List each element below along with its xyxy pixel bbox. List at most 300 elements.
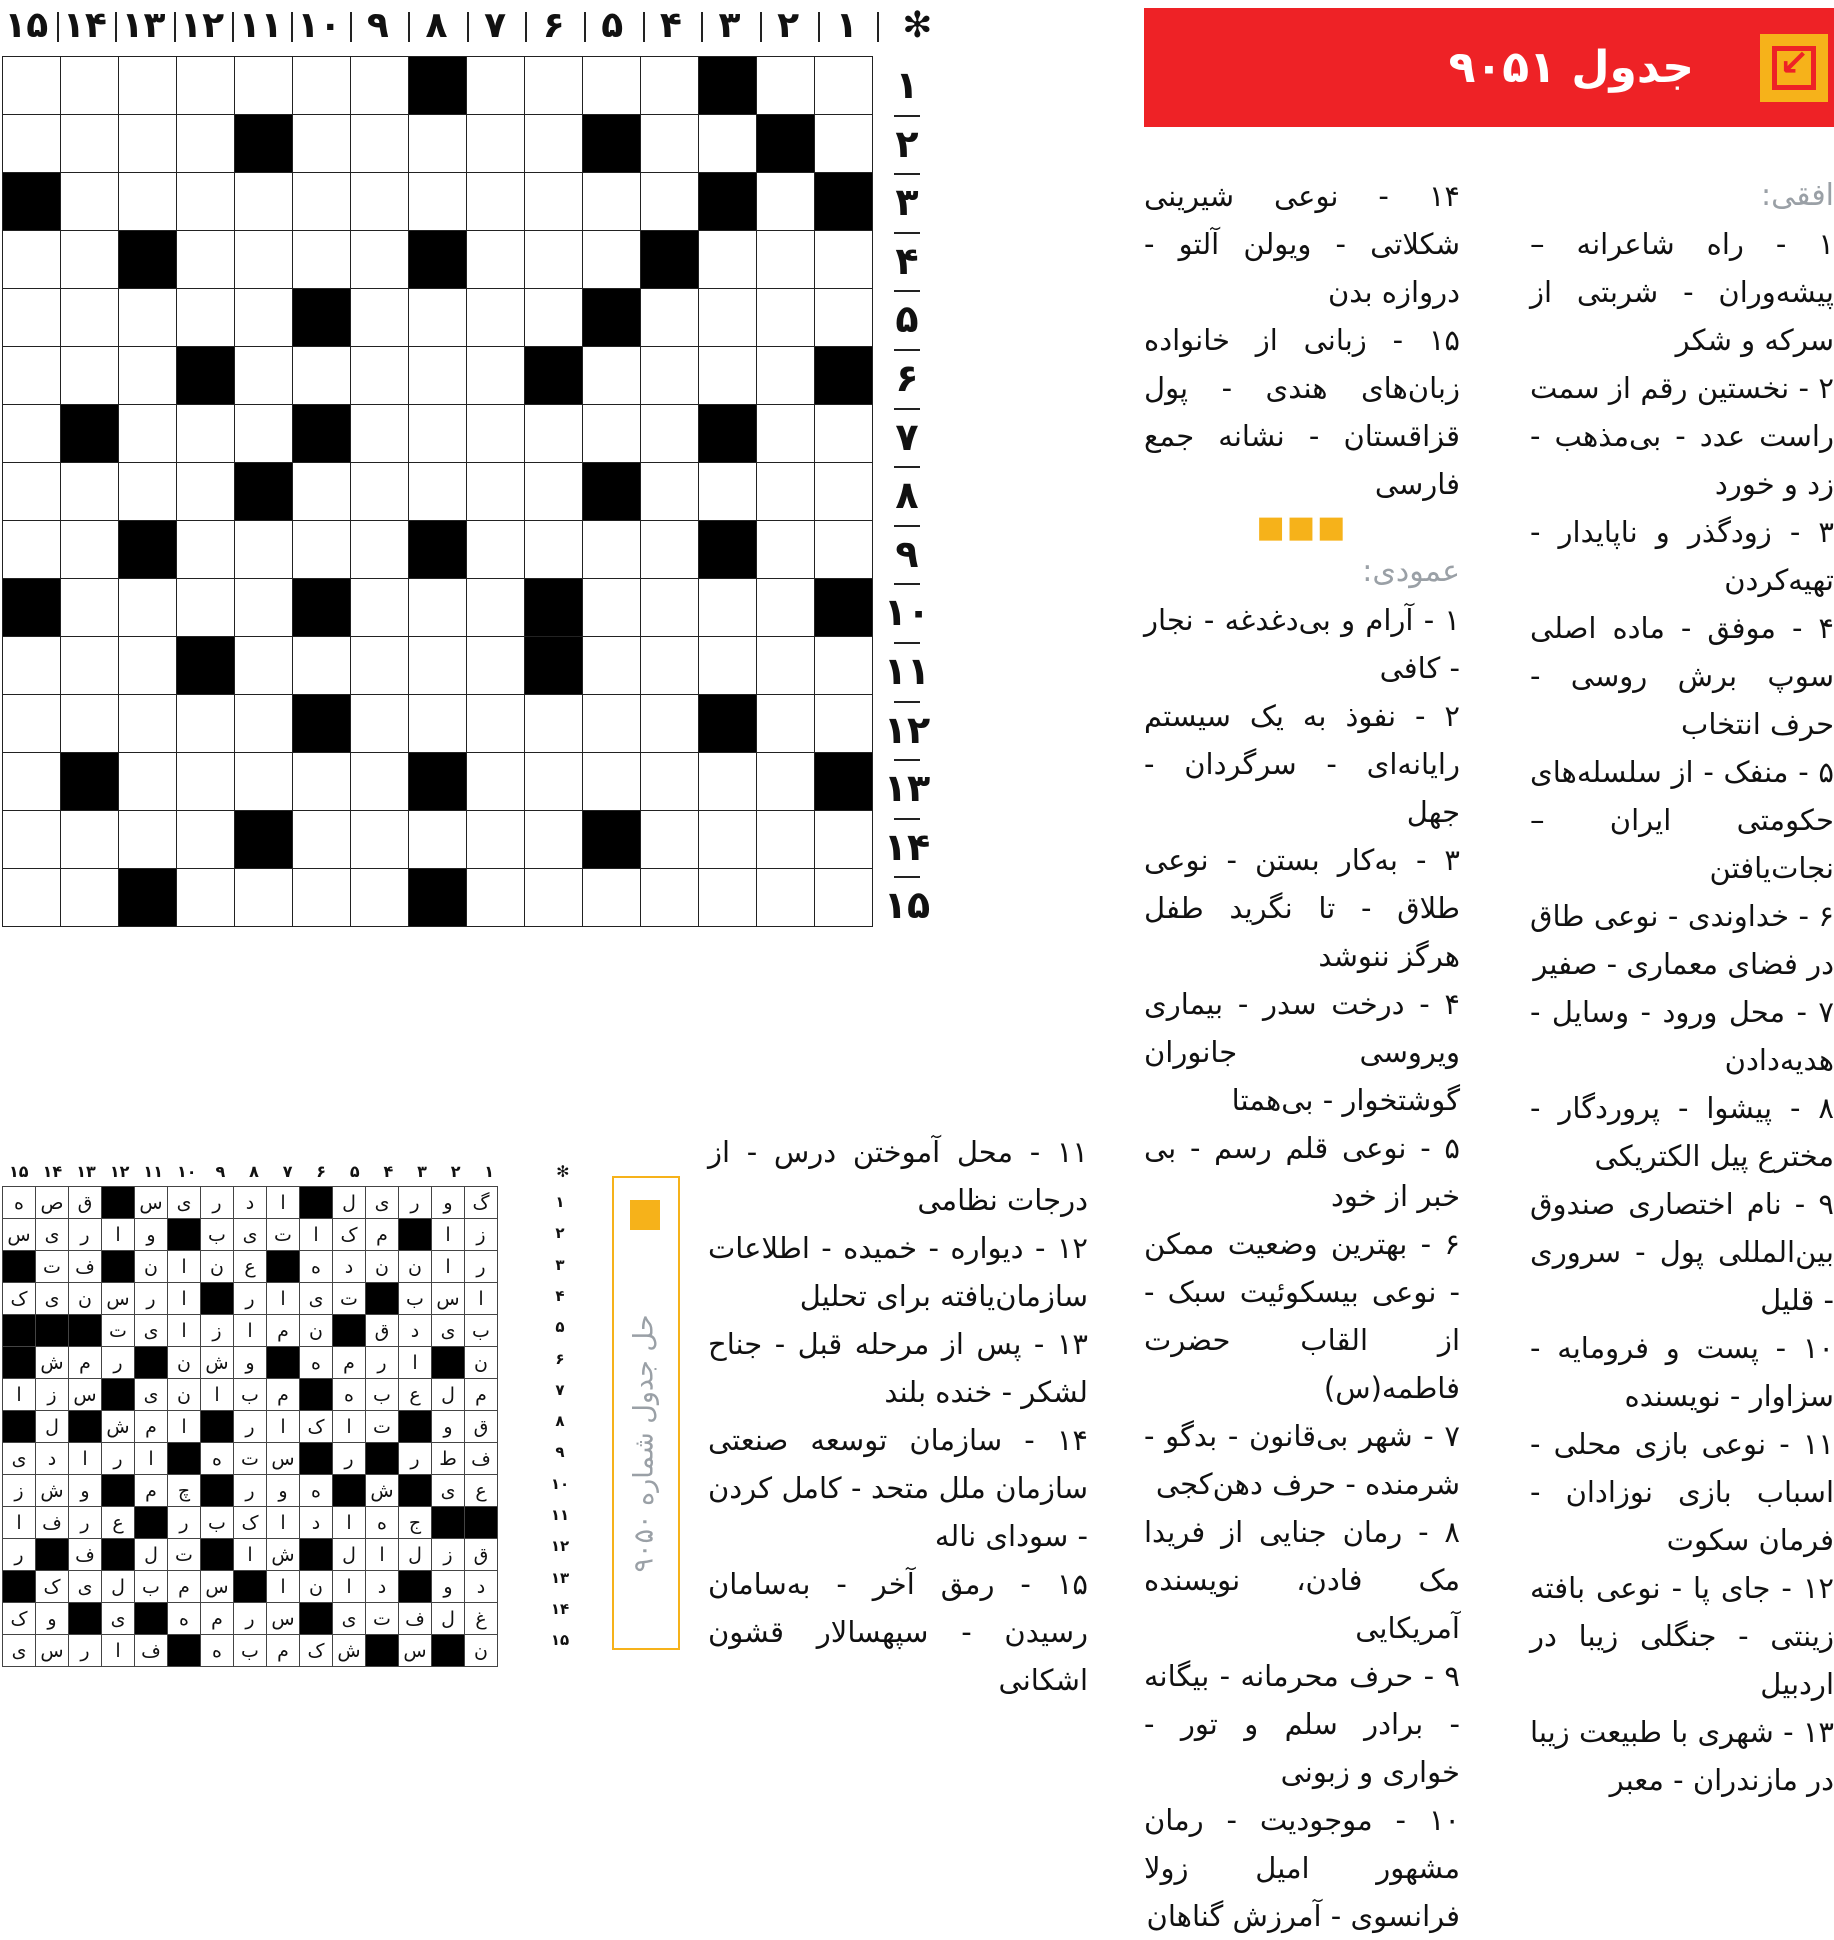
solution-cell: ت [234, 1443, 267, 1475]
solution-cell: ا [102, 1635, 135, 1667]
solution-cell: ن [399, 1251, 432, 1283]
grid-cell[interactable] [641, 463, 699, 521]
grid-cell[interactable] [3, 463, 61, 521]
solution-row-number: ۵ [555, 1318, 565, 1337]
grid-cell[interactable] [177, 521, 235, 579]
grid-cell[interactable] [409, 463, 467, 521]
solution-cell: ن [135, 1251, 168, 1283]
solution-corner-mark: ✻ [556, 1162, 570, 1181]
grid-cell[interactable] [119, 637, 177, 695]
brand-logo-icon [630, 1200, 660, 1230]
grid-cell[interactable] [293, 521, 351, 579]
solution-cell: ر [168, 1507, 201, 1539]
solution-block [300, 1603, 333, 1635]
solution-cell: ی [69, 1571, 102, 1603]
grid-cell[interactable] [177, 115, 235, 173]
solution-cell: ش [366, 1475, 399, 1507]
row-number: ۱۴ [883, 824, 931, 869]
column-separator [525, 12, 527, 42]
grid-cell[interactable] [467, 579, 525, 637]
solution-column-number: ۱۳ [76, 1162, 96, 1181]
column-separator [57, 12, 59, 42]
solution-cell: م [168, 1571, 201, 1603]
grid-cell[interactable] [699, 637, 757, 695]
grid-cell[interactable] [61, 115, 119, 173]
grid-cell[interactable] [525, 521, 583, 579]
grid-cell[interactable] [409, 579, 467, 637]
grid-cell[interactable] [119, 811, 177, 869]
grid-cell[interactable] [293, 57, 351, 115]
grid-cell[interactable] [467, 57, 525, 115]
grid-cell[interactable] [467, 289, 525, 347]
grid-cell[interactable] [641, 753, 699, 811]
solution-block [267, 1251, 300, 1283]
grid-cell[interactable] [583, 347, 641, 405]
grid-cell[interactable] [235, 753, 293, 811]
grid-cell[interactable] [641, 521, 699, 579]
grid-cell[interactable] [525, 289, 583, 347]
grid-cell[interactable] [177, 753, 235, 811]
grid-cell[interactable] [757, 695, 815, 753]
grid-cell[interactable] [119, 289, 177, 347]
grid-cell[interactable] [641, 405, 699, 463]
grid-cell[interactable] [815, 695, 873, 753]
clue-down-3: ۳ - به‌کار بستن - نوعی طلاق - تا نگرید طفل هرگز ننوشد [1144, 843, 1460, 973]
solution-cell: س [69, 1379, 102, 1411]
solution-cell: ن [300, 1571, 333, 1603]
grid-cell[interactable] [351, 695, 409, 753]
grid-cell[interactable] [177, 811, 235, 869]
solution-block [465, 1507, 498, 1539]
grid-cell[interactable] [61, 57, 119, 115]
grid-cell[interactable] [3, 753, 61, 811]
grid-cell[interactable] [815, 869, 873, 927]
grid-cell[interactable] [641, 869, 699, 927]
solution-cell: ز [465, 1219, 498, 1251]
clue-down-14: ۱۴ - سازمان توسعه صنعتی سازمان ملل متحد - کامل کردن - سودای ناله [708, 1423, 1088, 1553]
grid-cell[interactable] [525, 115, 583, 173]
grid-cell[interactable] [583, 521, 641, 579]
grid-cell[interactable] [583, 869, 641, 927]
grid-cell[interactable] [699, 869, 757, 927]
grid-cell[interactable] [757, 57, 815, 115]
row-number: ۲ [895, 121, 919, 166]
grid-cell[interactable] [815, 405, 873, 463]
crossword-grid [2, 56, 873, 927]
grid-cell[interactable] [583, 231, 641, 289]
solution-cell: ا [267, 1187, 300, 1219]
solution-cell: ک [234, 1507, 267, 1539]
row-number: ۱ [895, 63, 919, 107]
grid-cell[interactable] [61, 811, 119, 869]
grid-cell[interactable] [235, 347, 293, 405]
grid-cell[interactable] [351, 405, 409, 463]
grid-cell[interactable] [61, 463, 119, 521]
grid-cell[interactable] [119, 173, 177, 231]
grid-cell[interactable] [119, 695, 177, 753]
grid-cell[interactable] [235, 521, 293, 579]
grid-cell[interactable] [3, 231, 61, 289]
grid-cell[interactable] [467, 347, 525, 405]
puzzle-header [1144, 8, 1834, 127]
grid-block [815, 753, 873, 811]
grid-block [409, 753, 467, 811]
grid-cell[interactable] [351, 173, 409, 231]
grid-cell[interactable] [119, 115, 177, 173]
solution-cell: ش [201, 1347, 234, 1379]
grid-cell[interactable] [409, 695, 467, 753]
grid-cell[interactable] [409, 289, 467, 347]
grid-cell[interactable] [235, 57, 293, 115]
solution-block [3, 1571, 36, 1603]
solution-cell: ه [300, 1475, 333, 1507]
solution-row-number: ۱۰ [550, 1474, 570, 1493]
grid-cell[interactable] [641, 695, 699, 753]
grid-cell[interactable] [351, 231, 409, 289]
grid-cell[interactable] [757, 405, 815, 463]
solution-cell: م [465, 1379, 498, 1411]
solution-cell: ل [36, 1411, 69, 1443]
grid-cell[interactable] [757, 811, 815, 869]
solution-cell: ر [234, 1603, 267, 1635]
grid-cell[interactable] [467, 695, 525, 753]
grid-cell[interactable] [61, 869, 119, 927]
grid-block [235, 811, 293, 869]
brand-logo-icon [1760, 34, 1828, 102]
grid-cell[interactable] [525, 753, 583, 811]
grid-cell[interactable] [3, 637, 61, 695]
grid-cell[interactable] [119, 405, 177, 463]
grid-block [757, 115, 815, 173]
grid-cell[interactable] [757, 637, 815, 695]
solution-block [36, 1315, 69, 1347]
clue-across-6: ۶ - خداوندی - نوعی طاق در فضای معماری - صفیر [1530, 899, 1834, 981]
grid-cell[interactable] [699, 115, 757, 173]
grid-cell[interactable] [61, 231, 119, 289]
solution-cell: ت [333, 1283, 366, 1315]
grid-cell[interactable] [293, 463, 351, 521]
solution-cell: ک [300, 1635, 333, 1667]
grid-cell[interactable] [235, 695, 293, 753]
solution-cell: د [366, 1571, 399, 1603]
grid-cell[interactable] [351, 57, 409, 115]
row-number: ۳ [895, 180, 919, 225]
grid-cell[interactable] [351, 289, 409, 347]
grid-cell[interactable] [467, 869, 525, 927]
solution-cell: ج [399, 1507, 432, 1539]
grid-cell[interactable] [467, 753, 525, 811]
grid-cell[interactable] [177, 231, 235, 289]
solution-cell: ا [201, 1379, 234, 1411]
solution-cell: ا [432, 1251, 465, 1283]
solution-cell: ز [3, 1475, 36, 1507]
solution-block [102, 1379, 135, 1411]
solution-cell: و [69, 1475, 102, 1507]
solution-cell: و [432, 1571, 465, 1603]
solution-cell: س [432, 1283, 465, 1315]
solution-cell: ه [3, 1187, 36, 1219]
grid-cell[interactable] [351, 463, 409, 521]
grid-cell[interactable] [815, 289, 873, 347]
solution-cell: ل [432, 1379, 465, 1411]
grid-cell[interactable] [351, 753, 409, 811]
solution-cell: ا [69, 1443, 102, 1475]
grid-cell[interactable] [467, 115, 525, 173]
grid-cell[interactable] [641, 289, 699, 347]
grid-block [583, 463, 641, 521]
grid-cell[interactable] [119, 753, 177, 811]
grid-block [583, 811, 641, 869]
grid-cell[interactable] [351, 579, 409, 637]
grid-cell[interactable] [61, 289, 119, 347]
grid-cell[interactable] [3, 521, 61, 579]
grid-cell[interactable] [351, 637, 409, 695]
grid-cell[interactable] [583, 57, 641, 115]
grid-cell[interactable] [61, 579, 119, 637]
grid-cell[interactable] [583, 695, 641, 753]
grid-cell[interactable] [815, 115, 873, 173]
grid-cell[interactable] [641, 57, 699, 115]
grid-cell[interactable] [641, 579, 699, 637]
solution-block [3, 1315, 36, 1347]
grid-cell[interactable] [641, 173, 699, 231]
column-number: ۸ [425, 5, 448, 46]
solution-cell: س [135, 1187, 168, 1219]
grid-cell[interactable] [525, 173, 583, 231]
solution-block [69, 1411, 102, 1443]
grid-cell[interactable] [3, 695, 61, 753]
grid-cell[interactable] [757, 231, 815, 289]
grid-cell[interactable] [409, 347, 467, 405]
grid-block [699, 695, 757, 753]
grid-cell[interactable] [119, 57, 177, 115]
grid-cell[interactable] [815, 57, 873, 115]
solution-cell: ی [3, 1443, 36, 1475]
grid-cell[interactable] [235, 405, 293, 463]
solution-block [399, 1475, 432, 1507]
solution-block [168, 1219, 201, 1251]
solution-column-number: ۱۵ [9, 1162, 29, 1181]
grid-cell[interactable] [293, 869, 351, 927]
grid-cell[interactable] [699, 579, 757, 637]
solution-cell: ف [465, 1443, 498, 1475]
grid-cell[interactable] [293, 753, 351, 811]
solution-cell: س [267, 1443, 300, 1475]
grid-cell[interactable] [177, 579, 235, 637]
grid-cell[interactable] [177, 405, 235, 463]
grid-cell[interactable] [293, 347, 351, 405]
grid-cell[interactable] [641, 115, 699, 173]
clue-across-14: ۱۴ - نوعی شیرینی شکلاتی - ویولن آلتو - دروازه بدن [1144, 179, 1460, 309]
grid-cell[interactable] [177, 695, 235, 753]
solution-block [333, 1475, 366, 1507]
grid-cell[interactable] [525, 57, 583, 115]
solution-cell: د [465, 1571, 498, 1603]
grid-cell[interactable] [177, 463, 235, 521]
grid-cell[interactable] [351, 521, 409, 579]
solution-cell: ل [333, 1187, 366, 1219]
grid-cell[interactable] [61, 521, 119, 579]
solution-cell: س [102, 1283, 135, 1315]
grid-cell[interactable] [351, 347, 409, 405]
solution-cell: م [267, 1635, 300, 1667]
grid-block [177, 637, 235, 695]
grid-cell[interactable] [119, 347, 177, 405]
solution-cell: ر [366, 1347, 399, 1379]
solution-cell: ن [465, 1635, 498, 1667]
grid-cell[interactable] [467, 173, 525, 231]
grid-cell[interactable] [293, 637, 351, 695]
clue-down-11: ۱۱ - محل آموختن درس - از درجات نظامی [708, 1135, 1088, 1217]
grid-cell[interactable] [235, 231, 293, 289]
grid-cell[interactable] [815, 521, 873, 579]
grid-cell[interactable] [757, 347, 815, 405]
solution-cell: ب [234, 1635, 267, 1667]
grid-cell[interactable] [235, 579, 293, 637]
grid-cell[interactable] [641, 347, 699, 405]
grid-cell[interactable] [583, 173, 641, 231]
grid-block [61, 753, 119, 811]
grid-cell[interactable] [351, 115, 409, 173]
grid-cell[interactable] [815, 637, 873, 695]
grid-cell[interactable] [3, 869, 61, 927]
solution-cell: ه [168, 1603, 201, 1635]
grid-cell[interactable] [61, 695, 119, 753]
grid-cell[interactable] [3, 115, 61, 173]
solution-row-number: ۱۱ [550, 1506, 570, 1524]
grid-cell[interactable] [119, 579, 177, 637]
solution-block [69, 1315, 102, 1347]
grid-cell[interactable] [757, 463, 815, 521]
grid-cell[interactable] [641, 811, 699, 869]
grid-cell[interactable] [525, 405, 583, 463]
column-separator [232, 12, 234, 42]
grid-cell[interactable] [409, 405, 467, 463]
grid-cell[interactable] [815, 463, 873, 521]
grid-cell[interactable] [583, 637, 641, 695]
grid-cell[interactable] [525, 231, 583, 289]
grid-cell[interactable] [293, 115, 351, 173]
grid-cell[interactable] [525, 869, 583, 927]
grid-cell[interactable] [177, 173, 235, 231]
solution-block [234, 1571, 267, 1603]
solution-cell: ا [366, 1539, 399, 1571]
solution-cell: ی [168, 1187, 201, 1219]
column-number: ۲ [777, 5, 800, 46]
solution-cell: و [267, 1475, 300, 1507]
grid-column-header [2, 4, 1062, 48]
grid-cell[interactable] [235, 637, 293, 695]
grid-cell[interactable] [757, 173, 815, 231]
grid-cell[interactable] [409, 115, 467, 173]
grid-cell[interactable] [467, 521, 525, 579]
grid-cell[interactable] [3, 347, 61, 405]
grid-cell[interactable] [525, 811, 583, 869]
grid-cell[interactable] [293, 231, 351, 289]
grid-cell[interactable] [757, 579, 815, 637]
grid-cell[interactable] [641, 637, 699, 695]
grid-cell[interactable] [699, 347, 757, 405]
grid-cell[interactable] [351, 811, 409, 869]
solution-cell: ب [234, 1379, 267, 1411]
solution-row-number: ۷ [555, 1380, 565, 1399]
grid-cell[interactable] [467, 811, 525, 869]
grid-block [815, 579, 873, 637]
solution-block [201, 1283, 234, 1315]
solution-label [612, 1176, 680, 1650]
clue-across-13: ۱۳ - شهری با طبیعت زیبا در مازندران - معبر [1530, 1715, 1834, 1797]
grid-cell[interactable] [699, 753, 757, 811]
grid-block [409, 231, 467, 289]
grid-cell[interactable] [699, 231, 757, 289]
grid-block [119, 521, 177, 579]
grid-cell[interactable] [235, 289, 293, 347]
grid-cell[interactable] [757, 521, 815, 579]
grid-cell[interactable] [293, 811, 351, 869]
grid-cell[interactable] [583, 405, 641, 463]
grid-cell[interactable] [757, 869, 815, 927]
grid-cell[interactable] [177, 289, 235, 347]
grid-cell[interactable] [409, 811, 467, 869]
solution-column-number: ۳ [417, 1162, 427, 1181]
grid-cell[interactable] [409, 637, 467, 695]
grid-cell[interactable] [467, 231, 525, 289]
grid-cell[interactable] [815, 811, 873, 869]
grid-cell[interactable] [3, 405, 61, 463]
grid-cell[interactable] [3, 811, 61, 869]
solution-cell: م [69, 1347, 102, 1379]
grid-cell[interactable] [699, 811, 757, 869]
solution-block [366, 1443, 399, 1475]
grid-cell[interactable] [235, 869, 293, 927]
solution-cell: ب [135, 1571, 168, 1603]
grid-cell[interactable] [61, 173, 119, 231]
grid-cell[interactable] [177, 57, 235, 115]
grid-cell[interactable] [815, 231, 873, 289]
grid-cell[interactable] [757, 753, 815, 811]
column-separator [115, 12, 117, 42]
grid-cell[interactable] [61, 637, 119, 695]
grid-cell[interactable] [351, 869, 409, 927]
solution-cell: س [201, 1571, 234, 1603]
grid-cell[interactable] [3, 289, 61, 347]
grid-cell[interactable] [467, 463, 525, 521]
grid-block [699, 405, 757, 463]
solution-cell: ت [366, 1411, 399, 1443]
solution-block [3, 1347, 36, 1379]
grid-cell[interactable] [525, 695, 583, 753]
grid-cell[interactable] [583, 579, 641, 637]
grid-cell[interactable] [3, 57, 61, 115]
grid-cell[interactable] [699, 463, 757, 521]
grid-cell[interactable] [119, 463, 177, 521]
grid-cell[interactable] [525, 463, 583, 521]
row-number: ۸ [895, 473, 919, 518]
grid-cell[interactable] [177, 869, 235, 927]
column-number: ۱۰ [297, 5, 342, 46]
grid-cell[interactable] [757, 289, 815, 347]
grid-cell[interactable] [61, 347, 119, 405]
grid-cell[interactable] [699, 289, 757, 347]
grid-cell[interactable] [235, 173, 293, 231]
grid-cell[interactable] [467, 405, 525, 463]
grid-cell[interactable] [409, 173, 467, 231]
grid-cell[interactable] [583, 753, 641, 811]
grid-block [699, 521, 757, 579]
grid-cell[interactable] [293, 173, 351, 231]
grid-cell[interactable] [467, 637, 525, 695]
clue-down-15: ۱۵ - رمق آخر - به‌سامان رسیدن - سپهسالار قشون اشکانی [708, 1567, 1088, 1697]
